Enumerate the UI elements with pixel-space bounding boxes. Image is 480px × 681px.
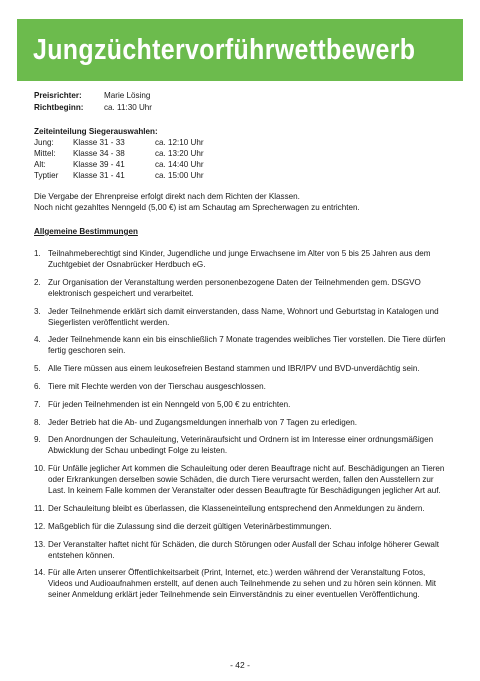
rule-item: [34, 248, 452, 270]
rule-number: 12.: [34, 521, 46, 531]
judge-value: Marie Lösing: [104, 91, 151, 100]
judge-row: [34, 90, 452, 102]
rule-number: 6.: [34, 381, 41, 391]
rule-text: Für jeden Teilnehmenden ist ein Nenngeld von 5,00 € zu entrichten.: [48, 399, 291, 409]
note-line: Noch nicht gezahltes Nenngeld (5,00 €) ist am Schautag am Sprecherwagen zu entrichten.: [34, 203, 360, 212]
schedule-row: [34, 170, 452, 181]
rule-item: [34, 567, 452, 600]
rule-number: 14.: [34, 568, 46, 578]
rule-number: 10.: [34, 464, 46, 474]
rule-text: Für alle Arten unserer Öffentlichkeitsarbeit (Print, Internet, etc.) werden während der Veranstaltung Fotos, Videos und Audioaufnahmen erstellt, auf denen auch Teilnehmende zu sehen und zu hören sein können. Mit seiner Anmeldung erklärt jeder Teilnehmende sein Einverständnis zu einer eventuellen Veröffentlichung.: [48, 568, 437, 600]
rule-item: [34, 306, 452, 328]
schedule-group: Alt:: [34, 160, 46, 169]
schedule-row: [34, 148, 452, 159]
rule-item: [34, 277, 452, 299]
rule-number: 11.: [34, 503, 45, 513]
rule-text: Alle Tiere müssen aus einem leukosefreien Bestand stammen und IBR/IPV und BVD-unverdächtig sein.: [48, 364, 420, 374]
rule-text: Zur Organisation der Veranstaltung werden personenbezogene Daten der Teilnehmenden gem. DSGVO elektronisch gespeichert und verarbeitet.: [48, 277, 421, 298]
schedule-row: [34, 159, 452, 170]
schedule-time: ca. 15:00 Uhr: [155, 171, 204, 180]
rule-text: Jeder Teilnehmende erklärt sich damit einverstanden, dass Name, Wohnort und Geburtstag in Katalogen und Siegerlisten veröffentlicht werden.: [48, 306, 439, 327]
page-number: - 42 -: [230, 660, 250, 670]
rule-text: Der Veranstalter haftet nicht für Schäden, die durch Störungen oder Ausfall der Schau infolge höherer Gewalt entstehen können.: [48, 539, 439, 560]
notes: [34, 191, 452, 213]
schedule-classes: Klasse 31 - 33: [73, 138, 125, 147]
document-body: [34, 90, 452, 607]
start-time-label: Richtbeginn:: [34, 103, 84, 112]
rule-number: 2.: [34, 277, 41, 287]
rule-item: [34, 334, 452, 356]
rule-number: 5.: [34, 364, 41, 374]
rule-number: 1.: [34, 249, 41, 258]
rule-text: Den Anordnungen der Schauleitung, Veterinäraufsicht und Ordnern ist im Interesse einer ordnungsmäßigen Abwicklung der Schau unbedingt Folge zu leisten.: [48, 435, 434, 456]
rule-item: [34, 503, 452, 514]
rule-text: Tiere mit Flechte werden von der Tierschau ausgeschlossen.: [48, 381, 266, 391]
schedule-group: Mittel:: [34, 149, 56, 158]
rule-item: [34, 363, 452, 374]
rule-item: [34, 381, 452, 392]
schedule-time: ca. 13:20 Uhr: [155, 149, 204, 158]
rule-text: Für Unfälle jeglicher Art kommen die Schauleitung oder deren Beauftrage nicht auf. Beschädigungen an Tieren oder Erkrankungen derselben sowie Schäden, die durch Tiere verursacht werden, fallen den Ausstellern zur Last. In keinem Falle kommen der Veranstalter oder dessen Beauftragte für Beschädigungen jeglicher Art auf.: [48, 464, 445, 496]
schedule-classes: Klasse 34 - 38: [73, 149, 125, 158]
rules-heading: Allgemeine Bestimmungen: [34, 227, 138, 236]
judge-label: Preisrichter:: [34, 91, 82, 100]
rule-item: [34, 417, 452, 428]
rule-number: 3.: [34, 306, 41, 316]
rule-number: 7.: [34, 399, 41, 409]
rule-number: 8.: [34, 417, 41, 427]
rule-item: [34, 399, 452, 410]
title-banner: [17, 19, 463, 81]
schedule-classes: Klasse 31 - 41: [73, 171, 125, 180]
rule-item: [34, 521, 452, 532]
start-time-row: [34, 102, 452, 114]
note-line: Die Vergabe der Ehrenpreise erfolgt direkt nach dem Richten der Klassen.: [34, 192, 300, 201]
rule-text: Jeder Teilnehmende kann ein bis einschließlich 7 Monate tragendes weibliches Tier vorstellen. Die Tiere dürfen fertig geschoren sein.: [48, 335, 446, 356]
rule-number: 13.: [34, 539, 46, 549]
rule-number: 4.: [34, 335, 41, 345]
rule-text: Teilnahmeberechtigt sind Kinder, Jugendliche und junge Erwachsene im Alter von 5 bis 25 Jahren aus dem Zuchtgebiet der Osnabrücker Herdbuch eG.: [48, 249, 431, 269]
schedule-classes: Klasse 39 - 41: [73, 160, 125, 169]
page-title: Jungzüchtervorführwettbewerb: [33, 33, 416, 66]
rule-item: [34, 463, 452, 496]
rule-item: [34, 539, 452, 561]
rule-item: [34, 434, 452, 456]
rules-list: [34, 248, 452, 600]
rule-text: Der Schauleitung bleibt es überlassen, die Klasseneinteilung entsprechend den Anmeldungen zu ändern.: [48, 503, 425, 513]
rule-text: Jeder Betrieb hat die Ab- und Zugangsmeldungen innerhalb von 7 Tagen zu erledigen.: [48, 417, 357, 427]
schedule-title: Zeiteinteilung Siegerauswahlen:: [34, 127, 158, 136]
schedule-group: Jung:: [34, 138, 54, 147]
schedule-group: Typtier: [34, 171, 59, 180]
schedule-time: ca. 12:10 Uhr: [155, 138, 204, 147]
rule-text: Maßgeblich für die Zulassung sind die derzeit gültigen Veterinärbestimmungen.: [48, 521, 332, 531]
schedule-row: [34, 137, 452, 148]
schedule-time: ca. 14:40 Uhr: [155, 160, 204, 169]
rule-number: 9.: [34, 435, 41, 445]
start-time-value: ca. 11:30 Uhr: [104, 103, 152, 112]
